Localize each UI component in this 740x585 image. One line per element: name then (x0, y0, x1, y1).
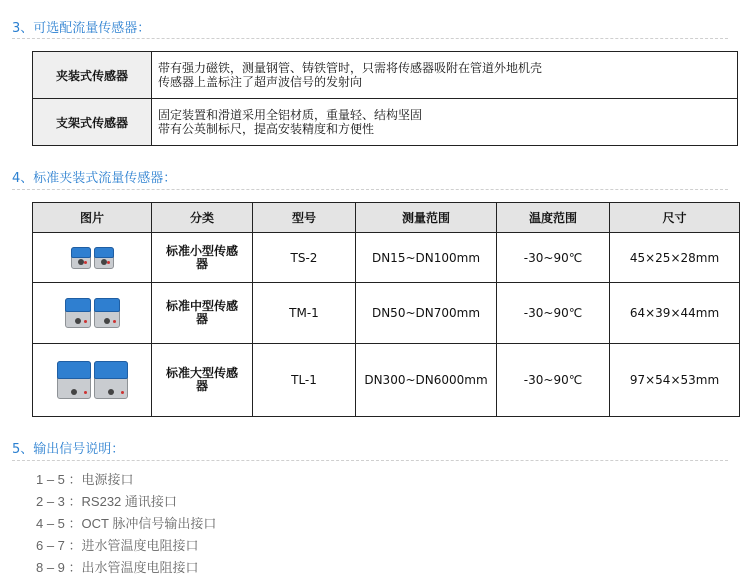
sensor-model: TL-1 (253, 344, 356, 417)
sensor-image-cell (33, 233, 152, 283)
description-line: 带有强力磁铁，测量钢管、铸铁管时，只需将传感器吸附在管道外地机壳 (158, 61, 543, 75)
column-header-category: 分类 (152, 203, 253, 233)
table-row (33, 52, 738, 99)
sensor-category (152, 344, 253, 417)
sensor-size: 97×54×53mm (610, 344, 740, 417)
sensor-type-name: 支架式传感器 (33, 99, 152, 146)
sensor-category (152, 283, 253, 344)
section-5-divider (12, 460, 728, 461)
category-text: 标准大型传感器 (165, 366, 238, 393)
sensor-model: TS-2 (253, 233, 356, 283)
sensor-range: DN15~DN100mm (356, 233, 497, 283)
table-row (33, 283, 740, 344)
sensor-image (33, 361, 151, 399)
section-4-title: 4、标准夹装式流量传感器： (12, 171, 177, 186)
standard-sensors-table (32, 202, 740, 417)
list-item: 8 – 9 ：出水管温度电阻接口 (36, 560, 199, 575)
section-4-divider (12, 189, 728, 190)
list-item: 2 – 3 ：RS232 通讯接口 (36, 494, 177, 509)
list-item: 1 – 5 ：电源接口 (36, 472, 134, 487)
list-item: 6 – 7 ：进水管温度电阻接口 (36, 538, 199, 553)
table-header-row (33, 203, 740, 233)
description-line: 固定装置和滑道采用全铝材质，重量轻、结构坚固 (158, 108, 423, 122)
column-header-model: 型号 (253, 203, 356, 233)
sensor-image-cell (33, 283, 152, 344)
sensor-type-description (152, 99, 738, 146)
sensor-category (152, 233, 253, 283)
column-header-image: 图片 (33, 203, 152, 233)
column-header-temperature: 温度范围 (497, 203, 610, 233)
table-row (33, 99, 738, 146)
sensor-temperature: -30~90℃ (497, 283, 610, 344)
table-row (33, 344, 740, 417)
description-line: 传感器上盖标注了超声波信号的发射向 (158, 75, 363, 89)
sensor-image (33, 247, 151, 269)
sensor-image (33, 298, 151, 328)
category-text: 标准中型传感器 (165, 299, 238, 326)
column-header-size: 尺寸 (610, 203, 740, 233)
sensor-size: 64×39×44mm (610, 283, 740, 344)
sensor-range: DN50~DN700mm (356, 283, 497, 344)
category-text: 标准小型传感器 (165, 243, 238, 271)
sensor-temperature: -30~90℃ (497, 233, 610, 283)
output-signal-list (36, 469, 216, 579)
sensor-type-name: 夹装式传感器 (33, 52, 152, 99)
table-row (33, 233, 740, 283)
sensor-model: TM-1 (253, 283, 356, 344)
section-5-title: 5、输出信号说明： (12, 442, 125, 457)
section-3-divider (12, 38, 728, 39)
section-3-title: 3、可选配流量传感器： (12, 21, 151, 36)
sensor-type-description (152, 52, 738, 99)
list-item: 4 – 5 ：OCT 脉冲信号输出接口 (36, 516, 217, 531)
column-header-range: 测量范围 (356, 203, 497, 233)
sensor-size: 45×25×28mm (610, 233, 740, 283)
sensor-types-table (32, 51, 738, 146)
sensor-image-cell (33, 344, 152, 417)
sensor-temperature: -30~90℃ (497, 344, 610, 417)
sensor-range: DN300~DN6000mm (356, 344, 497, 417)
description-line: 带有公英制标尺，提高安装精度和方便性 (158, 122, 375, 136)
